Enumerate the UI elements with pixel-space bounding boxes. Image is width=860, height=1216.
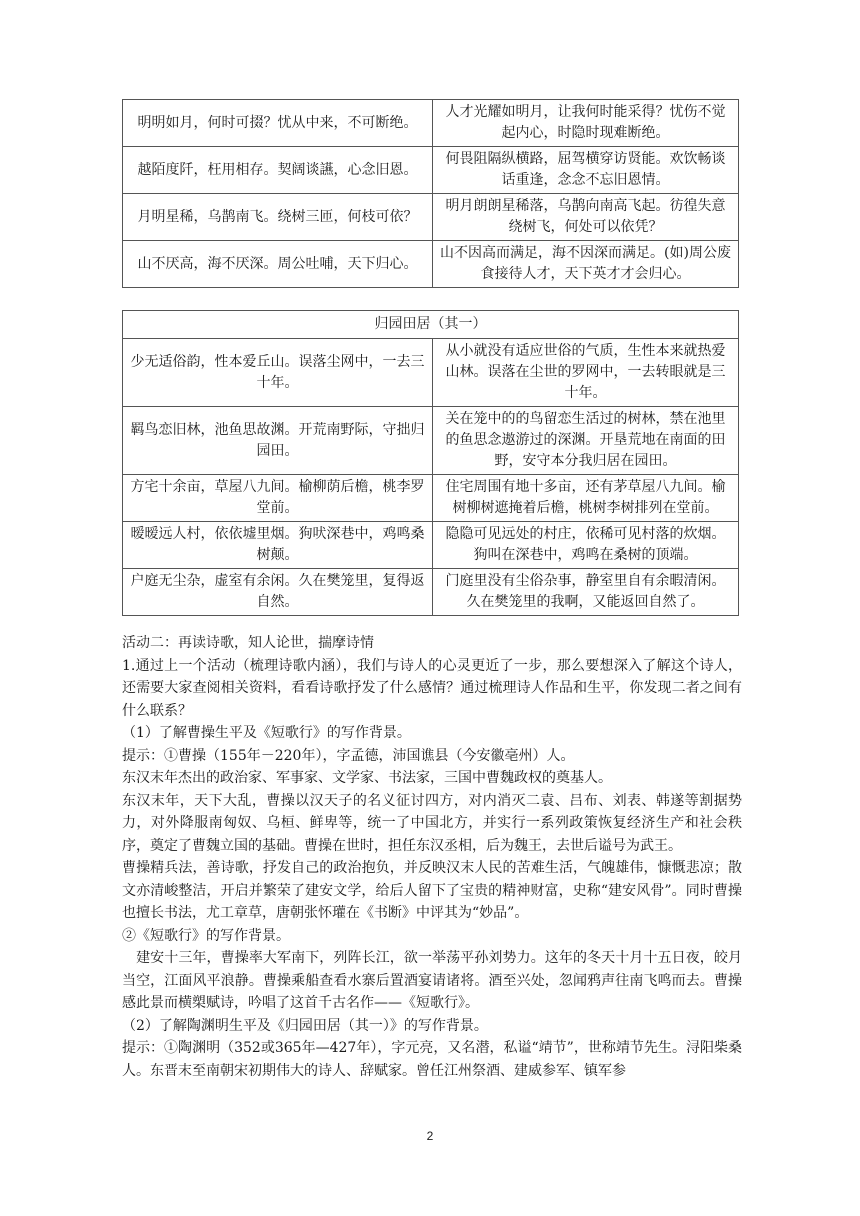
body-paragraph: 建安十三年，曹操率大军南下，列阵长江，欲一举荡平孙刘势力。这年的冬天十月十五日夜，皎月当空，江面风平浪静。曹操乘船查看水寨后置酒宴请诸将。酒至兴处，忽闻鸦声往南飞鸣而去。曹操感此景而横槊赋诗，吟唱了这首千古名作——《短歌行》。 bbox=[122, 950, 742, 1011]
table-row bbox=[123, 569, 739, 616]
table-row bbox=[123, 147, 739, 194]
hint-paragraph: 提示：①曹操（155年－220年），字孟德，沛国谯县（今安徽亳州）人。 bbox=[122, 747, 575, 764]
table-row bbox=[123, 194, 739, 241]
original-text-cell: 少无适俗韵，性本爱丘山。误落尘网中，一去三十年。 bbox=[123, 339, 433, 407]
translation-cell: 从小就没有适应世俗的气质，生性本来就热爱山林。误落在尘世的罗网中，一去转眼就是三十年。 bbox=[433, 339, 739, 407]
original-text-cell: 山不厌高，海不厌深。周公吐哺，天下归心。 bbox=[123, 241, 433, 288]
table-row bbox=[123, 339, 739, 407]
original-text-cell: 户庭无尘杂，虚室有余闲。久在樊笼里，复得返自然。 bbox=[123, 569, 433, 616]
table-title: 归园田居（其一） bbox=[123, 311, 739, 339]
table-row bbox=[123, 100, 739, 147]
table-row bbox=[123, 522, 739, 569]
activity-two-section bbox=[122, 632, 742, 1082]
body-paragraph: 曹操精兵法，善诗歌，抒发自己的政治抱负，并反映汉末人民的苦难生活，气魄雄伟，慷慨悲凉；散文亦清峻整洁，开启并繁荣了建安文学，给后人留下了宝贵的精神财富，史称“建安风骨”。同时曹操也擅长书法，尤工章草，唐朝张怀瓘在《书断》中评其为“妙品”。 bbox=[122, 860, 742, 921]
subheading-tao-yuanming: （2）了解陶渊明生平及《归园田居（其一）》的写作背景。 bbox=[122, 1017, 488, 1034]
table-row bbox=[123, 407, 739, 475]
body-paragraph: 东汉末年，天下大乱，曹操以汉天子的名义征讨四方，对内消灭二袁、吕布、刘表、韩遂等割据势力，对外降服南匈奴、乌桓、鲜卑等，统一了中国北方，并实行一系列政策恢复经济生产和社会秩序，奠定了曹魏立国的基础。曹操在世时，担任东汉丞相，后为魏王，去世后谥号为武王。 bbox=[122, 792, 742, 854]
page-number: 2 bbox=[426, 1129, 434, 1143]
translation-cell: 关在笼中的的鸟留恋生活过的树林，禁在池里的鱼思念遨游过的深渊。开垦荒地在南面的田野，安守本分我归居在园田。 bbox=[433, 407, 739, 475]
translation-cell: 门庭里没有尘俗杂事，静室里自有余暇清闲。久在樊笼里的我啊，又能返回自然了。 bbox=[433, 569, 739, 616]
table-row bbox=[123, 241, 739, 288]
body-paragraph: 东汉末年杰出的政治家、军事家、文学家、书法家，三国中曹魏政权的奠基人。 bbox=[122, 770, 612, 786]
subheading-cao-cao: （1）了解曹操生平及《短歌行》的写作背景。 bbox=[122, 725, 411, 741]
original-text-cell: 月明星稀，乌鹊南飞。绕树三匝，何枝可依？ bbox=[123, 194, 433, 241]
translation-cell: 何畏阻隔纵横路，屈驾横穿访贤能。欢饮畅谈话重逢，念念不忘旧恩情。 bbox=[433, 147, 739, 194]
original-text-cell: 明明如月，何时可掇？忧从中来，不可断绝。 bbox=[123, 100, 433, 147]
translation-cell: 山不因高而满足，海不因深而满足。(如)周公废食接待人才，天下英才才会归心。 bbox=[433, 241, 739, 288]
translation-cell: 住宅周围有地十多亩，还有茅草屋八九间。榆树柳树遮掩着后檐，桃树李树排列在堂前。 bbox=[433, 475, 739, 522]
original-text-cell: 暧暧远人村，依依墟里烟。狗吠深巷中，鸡鸣桑树颠。 bbox=[123, 522, 433, 569]
original-text-cell: 越陌度阡，枉用相存。契阔谈讌，心念旧恩。 bbox=[123, 147, 433, 194]
short-song-translation-table bbox=[122, 99, 739, 288]
translation-cell: 人才光耀如明月，让我何时能采得？忧伤不觉起内心，时隐时现难断绝。 bbox=[433, 100, 739, 147]
original-text-cell: 方宅十余亩，草屋八九间。榆柳荫后檐，桃李罗堂前。 bbox=[123, 475, 433, 522]
table-row bbox=[123, 475, 739, 522]
question-paragraph: 1.通过上一个活动（梳理诗歌内涵），我们与诗人的心灵更近了一步，那么要想深入了解这个诗人，还需要大家查阅相关资料，看看诗歌抒发了什么感情？通过梳理诗人作品和生平，你发现二者之间有什么联系？ bbox=[122, 657, 742, 719]
hint-paragraph: 提示：①陶渊明（352或365年—427年），字元亮，又名潜，私谥“靖节”，世称靖节先生。浔阳柴桑人。东晋末至南朝宋初期伟大的诗人、辞赋家。曾任江州祭酒、建威参军、镇军参 bbox=[122, 1040, 742, 1079]
subheading-background: ②《短歌行》的写作背景。 bbox=[122, 927, 290, 944]
translation-cell: 明月朗朗星稀落，乌鹊向南高飞起。彷徨失意绕树飞，何处可以依凭？ bbox=[433, 194, 739, 241]
return-to-farm-translation-table bbox=[122, 310, 739, 616]
translation-cell: 隐隐可见远处的村庄，依稀可见村落的炊烟。狗叫在深巷中，鸡鸣在桑树的顶端。 bbox=[433, 522, 739, 569]
activity-heading: 活动二：再读诗歌，知人论世，揣摩诗情 bbox=[122, 635, 374, 651]
original-text-cell: 羁鸟恋旧林，池鱼思故渊。开荒南野际，守拙归园田。 bbox=[123, 407, 433, 475]
table-title-row bbox=[123, 311, 739, 339]
